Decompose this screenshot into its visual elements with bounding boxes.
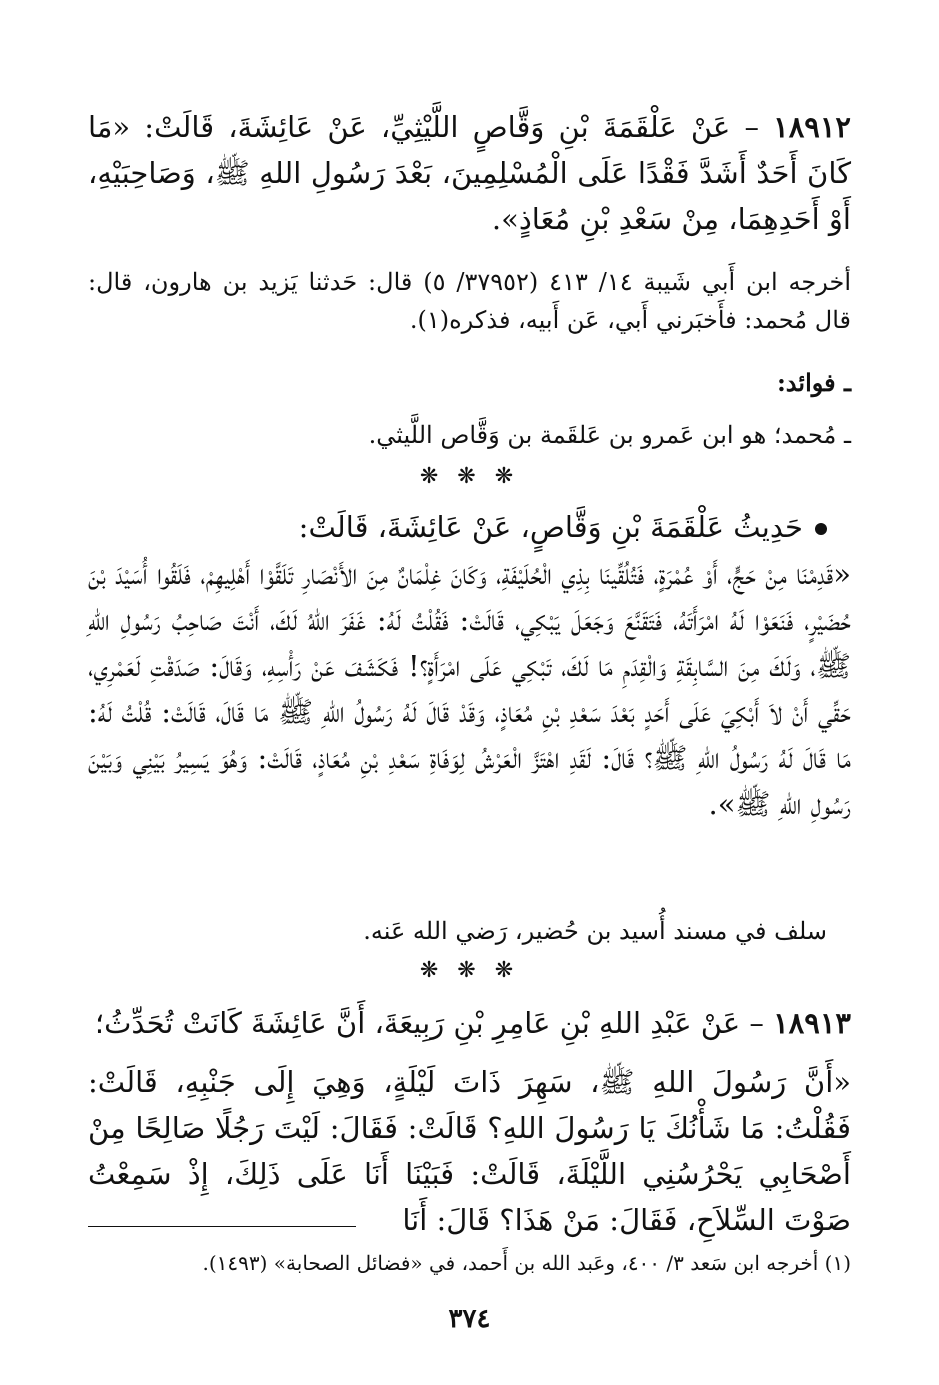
fawaid-item: ـ مُحمد؛ هو ابن عَمرو بن عَلقَمة بن وَقَّاص اللَّيثي. xyxy=(368,421,851,449)
bullet-icon xyxy=(815,523,827,535)
hadith-18913 xyxy=(88,1000,851,1046)
related-hadith-note: سلف في مسند أُسيد بن حُضير، رَضي الله عَنه. xyxy=(363,917,827,945)
hadith-18913-matn: «أَنَّ رَسُولَ اللهِ ﷺ، سَهِرَ ذَاتَ لَيْلَةٍ، وَهِيَ إِلَى جَنْبِهِ، قَالَتْ: فَقُلْتُ: مَا شَأْنُكَ يَا رَسُولَ اللهِ؟ قَالَتْ: فَقَالَ: لَيْتَ رَجُلًا صَالِحًا مِنْ أَصْحَابِي يَحْرُسُنِي اللَّيْلَةَ، قَالَتْ: فَبَيْنَا أَنَا عَلَى ذَلِكَ، إِذْ سَمِعْتُ صَوْتَ السِّلاَحِ، فَقَالَ: مَنْ هَذَا؟ قَالَ: أَنَا xyxy=(88,1065,851,1237)
hadith-18912 xyxy=(88,104,851,242)
footnote: (١) أخرجه ابن سَعد ٣/ ٤٠٠، وعَبد الله بن أَحمد، في «فضائل الصحابة» (١٤٩٣). xyxy=(202,1251,851,1275)
related-hadith-matn: «قَدِمْنَا مِنْ حَجٍّ، أَوْ عُمْرَةٍ، فَتُلُقِّينَا بِذِي الْحُلَيْفَةِ، وَكَانَ غِلْمَانٌ مِنَ الأَنْصَارِ تَلَقَّوْا أَهْلِيهِمْ، فَلَقُوا أُسَيْدَ بْنَ حُضَيْرٍ، فَنَعَوْا لَهُ امْرَأَتَهُ، فَتَقَنَّعَ وَجَعَلَ يَبْكِي، قَالَتْ: فَقُلْتُ لَهُ: غَفَرَ اللهُ لَكَ، أَنْتَ صَاحِبُ رَسُولِ اللهِ ﷺ، وَلَكَ مِنَ السَّابِقَةِ وَالْقِدَمِ مَا لَكَ، تَبْكِي عَلَى امْرَأَةٍ؟! فَكَشَفَ عَنْ رَأْسِهِ، وَقَالَ: صَدَقْتِ لَعَمْرِي، حَقِّي أَنْ لاَ أَبْكِيَ عَلَى أَحَدٍ بَعْدَ سَعْدِ بْنِ مُعَاذٍ، وَقَدْ قَالَ لَهُ رَسُولُ اللهِ ﷺ مَا قَالَ، قَالَتْ: قُلْتُ لَهُ: مَا قَالَ لَهُ رَسُولُ اللهِ ﷺ؟ قَالَ: لَقَدِ اهْتَزَّ الْعَرْشُ لِوَفَاةِ سَعْدِ بْنِ مُعَاذٍ، قَالَتْ: وَهُوَ يَسِيرُ بَيْنِي وَبَيْنَ رَسُولِ اللهِ ﷺ». xyxy=(88,557,851,821)
fawaid-heading: ـ فوائد: xyxy=(776,368,851,397)
section-separator-2: ❋ ❋ ❋ xyxy=(419,958,520,983)
page-number: ٣٧٤ xyxy=(448,1304,491,1334)
related-hadith-header-text: حَدِيثُ عَلْقَمَةَ بْنِ وَقَّاصٍ، عَنْ عَائِشَةَ، قَالَتْ: xyxy=(298,510,803,544)
hadith-isnad: – عَنْ عَبْدِ اللهِ بْنِ عَامِرِ بْنِ رَبِيعَةَ، أَنَّ عَائِشَةَ كَانَتْ تُحَدِّثُ؛ xyxy=(94,1006,764,1040)
hadith-number: ١٨٩١٣ xyxy=(773,1006,851,1040)
hadith-number: ١٨٩١٢ xyxy=(773,110,852,144)
hadith-matn: «مَا كَانَ أَحَدٌ أَشَدَّ فَقْدًا عَلَى الْمُسْلِمِينَ، بَعْدَ رَسُولِ اللهِ ﷺ، وَصَاحِبَيْهِ، أَوْ أَحَدِهِمَا، مِنْ سَعْدِ بْنِ مُعَاذٍ». xyxy=(88,110,851,236)
footnote-divider xyxy=(88,1226,356,1227)
section-separator: ❋ ❋ ❋ xyxy=(419,464,520,489)
takhrij-paragraph: أخرجه ابن أَبي شَيبة ١٤/ ٤١٣ (٣٧٩٥٢/ ٥) قال: حَدثنا يَزيد بن هارون، قال: قال مُحمد: فأَخبَرني أَبي، عَن أَبيه، فذكره(١). xyxy=(88,268,851,334)
hadith-isnad: – عَنْ عَلْقَمَةَ بْنِ وَقَّاصٍ اللَّيْثِيِّ، عَنْ عَائِشَةَ، قَالَتْ: xyxy=(144,110,759,144)
related-hadith-header xyxy=(88,504,827,550)
